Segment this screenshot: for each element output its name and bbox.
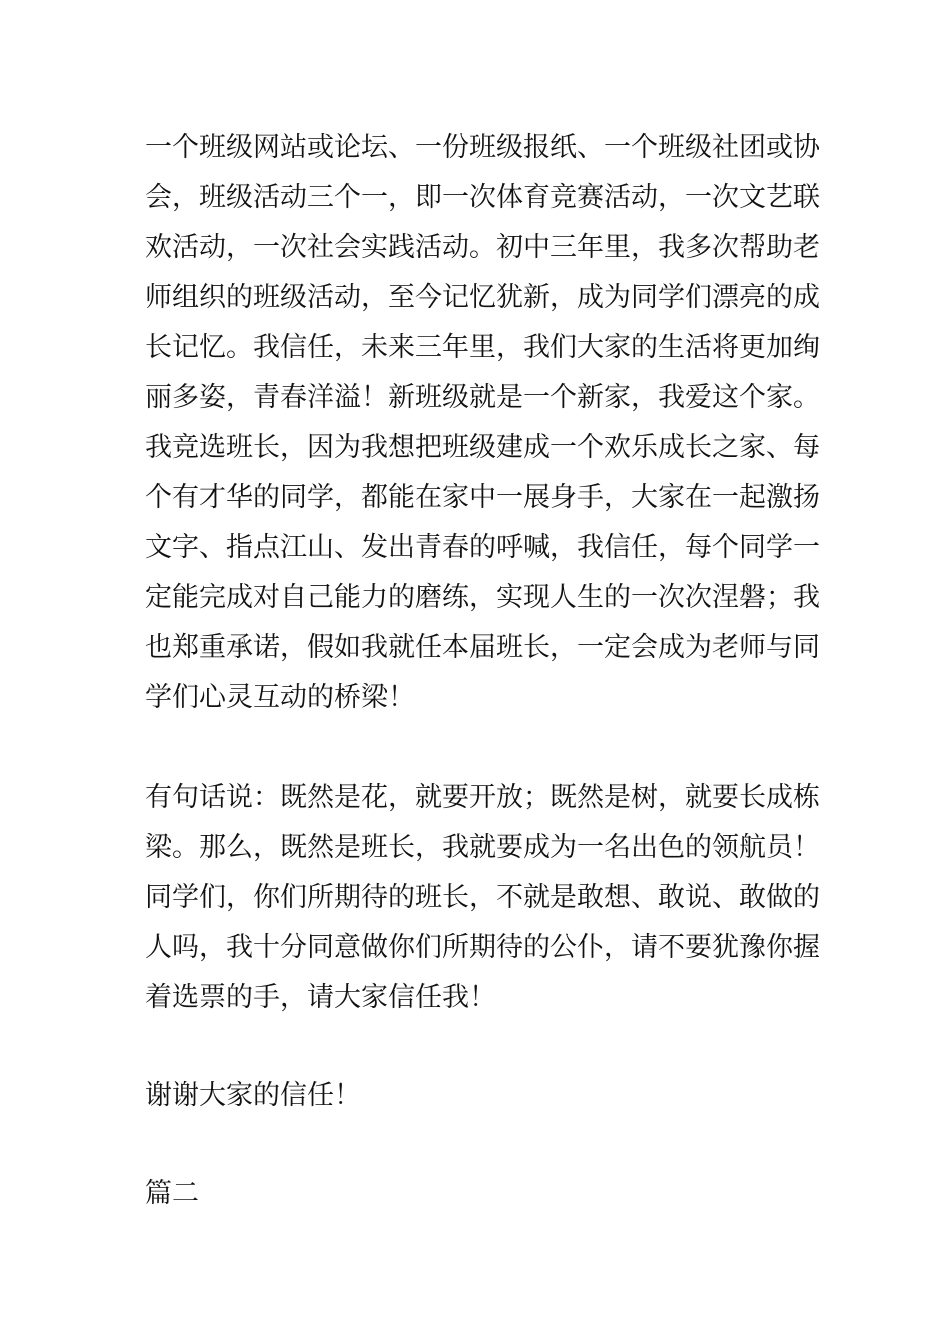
paragraph-2-line-3: 同学们，你们所期待的班长，不就是敢想、敢说、敢做的 <box>145 882 820 913</box>
paragraph-1-line-3: 欢活动，一次社会实践活动。初中三年里，我多次帮助老 <box>145 232 820 263</box>
paragraph-2-line-1: 有句话说：既然是花，就要开放；既然是树，就要长成栋 <box>145 782 820 813</box>
paragraph-1-line-4: 师组织的班级活动，至今记忆犹新，成为同学们漂亮的成 <box>145 282 820 313</box>
paragraph-1-line-1: 一个班级网站或论坛、一份班级报纸、一个班级社团或协 <box>145 132 820 163</box>
paragraph-1-line-2: 会，班级活动三个一，即一次体育竞赛活动，一次文艺联 <box>145 182 820 213</box>
paragraph-1-line-9: 文字、指点江山、发出青春的呼喊，我信任，每个同学一 <box>145 532 820 563</box>
paragraph-1-line-12: 学们心灵互动的桥梁！ <box>145 682 415 713</box>
paragraph-1-line-6: 丽多姿，青春洋溢！新班级就是一个新家，我爱这个家。 <box>145 382 820 413</box>
section-heading: 篇二 <box>145 1178 199 1209</box>
paragraph-2-line-5: 着选票的手，请大家信任我！ <box>145 982 496 1013</box>
paragraph-1-line-10: 定能完成对自己能力的磨练，实现人生的一次次涅磐；我 <box>145 582 820 613</box>
paragraph-1-line-7: 我竞选班长，因为我想把班级建成一个欢乐成长之家、每 <box>145 432 820 463</box>
paragraph-1-line-5: 长记忆。我信任，未来三年里，我们大家的生活将更加绚 <box>145 332 820 363</box>
paragraph-1-line-8: 个有才华的同学，都能在家中一展身手，大家在一起激扬 <box>145 482 820 513</box>
paragraph-1-line-11: 也郑重承诺，假如我就任本届班长，一定会成为老师与同 <box>145 632 820 663</box>
closing-line: 谢谢大家的信任！ <box>145 1080 361 1111</box>
paragraph-2-line-4: 人吗，我十分同意做你们所期待的公仆，请不要犹豫你握 <box>145 932 820 963</box>
paragraph-2-line-2: 梁。那么，既然是班长，我就要成为一名出色的领航员！ <box>145 832 820 863</box>
